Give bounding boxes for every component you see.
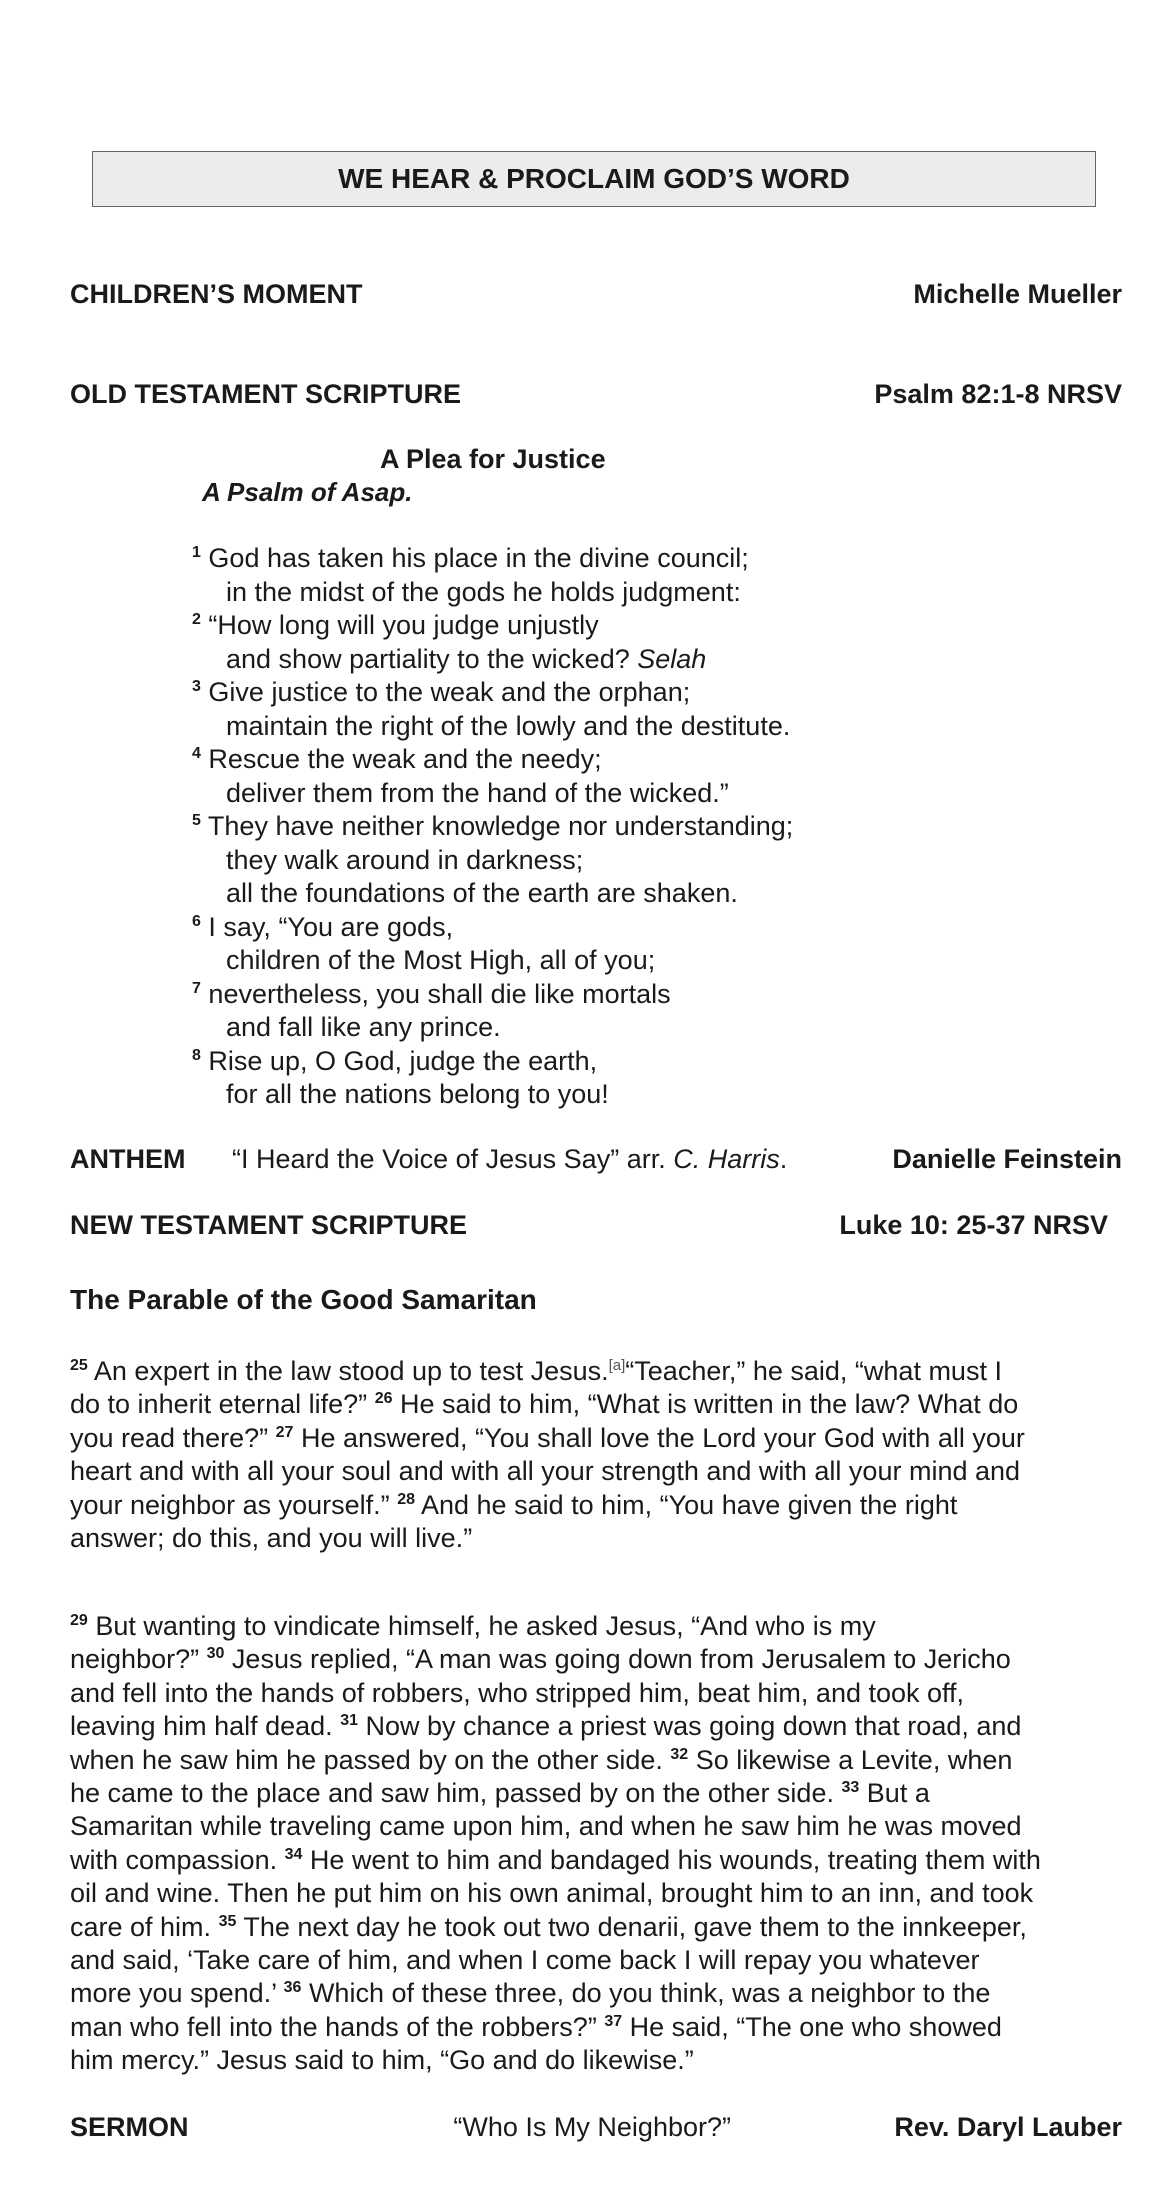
scripture-paragraph-2	[70, 1610, 1120, 2078]
anthem-info	[70, 1144, 787, 1175]
psalm-line	[192, 1078, 793, 1112]
verse-text: So likewise a Levite, when	[695, 1744, 1013, 1775]
verse-text: children of the Most High, all of you;	[226, 945, 656, 975]
para-line	[70, 1522, 1120, 1555]
verse-number: 31	[340, 1712, 358, 1730]
new-testament-label: NEW TESTAMENT SCRIPTURE	[70, 1210, 467, 1240]
psalm-line	[192, 710, 793, 744]
verse-text: “Teacher,” he said, “what must I	[625, 1356, 1002, 1386]
verse-text: when he saw him he passed by on the other side.	[70, 1744, 663, 1775]
scripture-paragraph-1	[70, 1355, 1120, 1555]
verse-text: He said, “The one who showed	[629, 2011, 1002, 2042]
psalm-line	[192, 810, 793, 844]
psalm-line	[192, 576, 793, 610]
psalm-line	[192, 777, 793, 811]
verse-text: man who fell into the hands of the robbers?”	[70, 2011, 597, 2042]
para-line	[70, 1643, 1120, 1676]
para-line	[70, 2044, 1120, 2077]
para-line	[70, 1422, 1120, 1455]
section-banner: WE HEAR & PROCLAIM GOD’S WORD	[92, 151, 1096, 207]
psalm-line	[192, 542, 793, 576]
sermon-row	[70, 2112, 1122, 2143]
verse-number: 33	[841, 1779, 860, 1797]
para-line	[70, 1977, 1120, 2010]
verse-text: Jesus replied, “A man was going down from Jerusalem to Jericho	[231, 1644, 1011, 1675]
verse-text: “How long will you judge unjustly	[208, 610, 599, 640]
psalm-line	[192, 877, 793, 911]
verse-text: God has taken his place in the divine council;	[208, 543, 749, 573]
verse-text: Give justice to the weak and the orphan;	[208, 677, 691, 707]
para-line	[70, 1810, 1120, 1843]
para-line	[70, 1489, 1120, 1522]
sermon-person: Rev. Daryl Lauber	[894, 2112, 1122, 2142]
anthem-label: ANTHEM	[70, 1144, 186, 1174]
verse-number: 8	[192, 1046, 201, 1064]
psalm-line	[192, 1011, 793, 1045]
verse-text: answer; do this, and you will live.”	[70, 1523, 473, 1554]
verse-text: him mercy.” Jesus said to him, “Go and do likewise.”	[70, 2045, 694, 2076]
verse-text: The next day he took out two denarii, gave them to the innkeeper,	[243, 1911, 1027, 1942]
anthem-row	[70, 1144, 1122, 1175]
verse-text: oil and wine. Then he put him on his own animal, brought him to an inn, and took	[70, 1878, 1034, 1909]
para-line	[70, 1355, 1120, 1388]
verse-text: more you spend.’	[70, 1978, 277, 2009]
verse-text: I say, “You are gods,	[208, 911, 454, 942]
verse-text: in the midst of the gods he holds judgment:	[226, 576, 741, 607]
para-line	[70, 2011, 1120, 2044]
verse-text: your neighbor as yourself.”	[70, 1489, 390, 1520]
verse-number: 5	[192, 812, 201, 829]
verse-text: do to inherit eternal life?”	[70, 1389, 368, 1420]
para-line	[70, 1944, 1120, 1977]
verse-number: 30	[206, 1645, 225, 1663]
verse-text: with compassion.	[70, 1844, 278, 1875]
sermon-label: SERMON	[70, 2112, 189, 2142]
verse-number: 1	[192, 544, 201, 561]
verse-text: and show partiality to the wicked?	[226, 643, 630, 674]
verse-text: and fell into the hands of robbers, who stripped him, beat him, and took off,	[70, 1677, 965, 1708]
verse-text: they walk around in darkness;	[226, 844, 584, 875]
verse-number: 25	[70, 1357, 88, 1374]
verse-text: Which of these three, do you think, was a neighbor to the	[308, 1978, 991, 2009]
verse-number: 28	[397, 1490, 415, 1508]
anthem-person: Danielle Feinstein	[892, 1144, 1122, 1174]
verse-number: 35	[218, 1912, 237, 1930]
verse-number: 26	[374, 1390, 393, 1408]
anthem-title: “I Heard the Voice of Jesus Say” arr.	[232, 1144, 666, 1174]
psalm-line	[192, 643, 793, 677]
psalm-line	[192, 911, 793, 945]
para-line	[70, 1911, 1120, 1944]
verse-number: 34	[284, 1845, 303, 1863]
para-line	[70, 1610, 1120, 1643]
para-line	[70, 1844, 1120, 1877]
para-line	[70, 1710, 1120, 1743]
para-line	[70, 1777, 1120, 1810]
verse-text: They have neither knowledge nor understanding;	[207, 811, 794, 841]
psalm-line	[192, 844, 793, 878]
para-line	[70, 1455, 1120, 1488]
verse-text: nevertheless, you shall die like mortals	[208, 978, 671, 1009]
old-testament-reference: Psalm 82:1-8 NRSV	[874, 379, 1122, 409]
verse-text: maintain the right of the lowly and the destitute.	[226, 710, 791, 741]
verse-text: And he said to him, “You have given the right	[421, 1489, 958, 1520]
verse-text: Now by chance a priest was going down that road, and	[365, 1711, 1022, 1742]
verse-number: 7	[192, 979, 201, 997]
new-testament-reference: Luke 10: 25-37 NRSV	[839, 1210, 1108, 1240]
verse-text: He went to him and bandaged his wounds, treating them with	[309, 1844, 1041, 1875]
verse-number: 27	[275, 1423, 294, 1441]
verse-text: he came to the place and saw him, passed by on the other side.	[70, 1778, 834, 1809]
verse-text: Rescue the weak and the needy;	[208, 744, 602, 774]
verse-text: for all the nations belong to you!	[226, 1079, 609, 1109]
verse-number: 37	[604, 2012, 623, 2030]
verse-text: He answered, “You shall love the Lord your God with all your	[300, 1422, 1025, 1453]
verse-number: 36	[283, 1979, 302, 1997]
verse-text: care of him.	[70, 1911, 212, 1942]
verse-text: leaving him half dead.	[70, 1711, 333, 1742]
verse-number: 32	[670, 1745, 689, 1763]
psalm-text	[192, 542, 793, 1112]
verse-number: 2	[192, 611, 201, 628]
childrens-moment-row	[70, 279, 1122, 310]
psalm-title: A Plea for Justice	[380, 444, 606, 474]
para-line	[70, 1877, 1120, 1910]
para-line	[70, 1388, 1120, 1421]
verse-text: Rise up, O God, judge the earth,	[208, 1045, 598, 1076]
verse-text: But wanting to vindicate himself, he asked Jesus, “And who is my	[95, 1611, 876, 1641]
psalm-subtitle: A Psalm of Asap.	[202, 477, 413, 507]
verse-text: An expert in the law stood up to test Jesus.	[93, 1356, 609, 1386]
verse-text: He said to him, “What is written in the law? What do	[400, 1389, 1019, 1420]
old-testament-row	[70, 379, 1122, 410]
verse-text: and said, ‘Take care of him, and when I come back I will repay you whatever	[70, 1945, 980, 1976]
psalm-line	[192, 743, 793, 777]
new-testament-row	[70, 1210, 1108, 1241]
verse-text: But a	[866, 1778, 930, 1809]
psalm-line	[192, 978, 793, 1012]
verse-text: Samaritan while traveling came upon him, and when he saw him he was moved	[70, 1811, 1022, 1842]
childrens-moment-person: Michelle Mueller	[913, 279, 1122, 309]
verse-text: neighbor?”	[70, 1644, 200, 1675]
psalm-line	[192, 676, 793, 710]
psalm-line	[192, 944, 793, 978]
sermon-title: “Who Is My Neighbor?”	[453, 2112, 731, 2142]
anthem-period: .	[779, 1144, 788, 1174]
old-testament-label: OLD TESTAMENT SCRIPTURE	[70, 379, 461, 409]
verse-text: all the foundations of the earth are shaken.	[226, 878, 738, 908]
verse-text: deliver them from the hand of the wicked.”	[226, 777, 729, 808]
verse-number: 6	[192, 912, 201, 930]
footnote-link[interactable]: [a]	[608, 1357, 626, 1374]
verse-number: 3	[192, 678, 201, 695]
parable-title: The Parable of the Good Samaritan	[70, 1284, 537, 1315]
para-line	[70, 1677, 1120, 1710]
verse-text: and fall like any prince.	[226, 1012, 501, 1042]
verse-text: heart and with all your soul and with all your strength and with all your mind and	[70, 1456, 1021, 1487]
verse-number: 4	[192, 745, 201, 762]
psalm-line	[192, 609, 793, 643]
para-line	[70, 1744, 1120, 1777]
verse-number: 29	[70, 1612, 88, 1629]
anthem-arranger: C. Harris	[673, 1144, 780, 1174]
childrens-moment-label: CHILDREN’S MOMENT	[70, 279, 363, 309]
selah: Selah	[637, 643, 707, 674]
verse-text: you read there?”	[70, 1422, 269, 1453]
psalm-line	[192, 1045, 793, 1079]
